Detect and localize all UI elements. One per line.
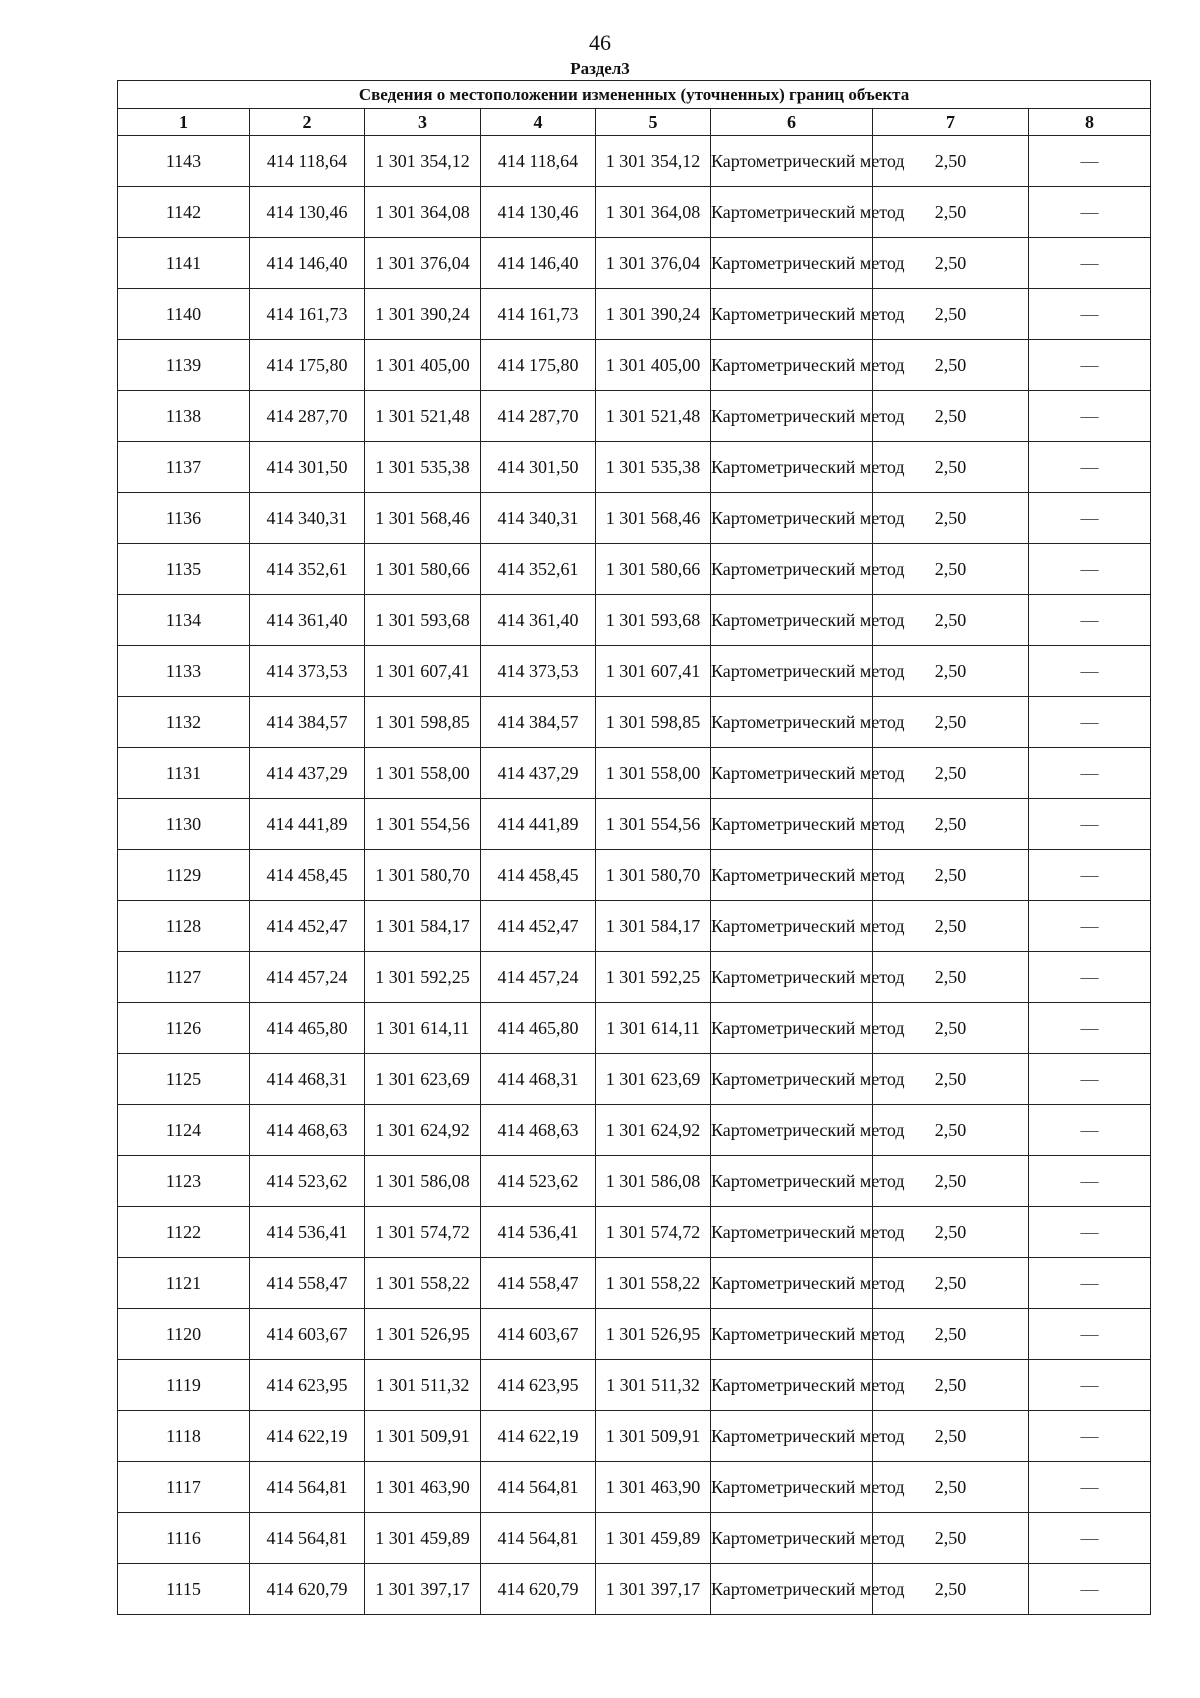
- y-coordinate-cell: 1 301 390,24: [596, 289, 711, 340]
- point-number-cell: 1115: [118, 1564, 250, 1615]
- point-number-cell: 1142: [118, 187, 250, 238]
- x-coordinate-cell: 414 287,70: [481, 391, 596, 442]
- description-cell: —: [1029, 1513, 1151, 1564]
- table-row: [118, 646, 1151, 697]
- y-coordinate-cell: 1 301 558,00: [365, 748, 481, 799]
- x-coordinate-cell: 414 458,45: [250, 850, 365, 901]
- x-coordinate-cell: 414 361,40: [481, 595, 596, 646]
- x-coordinate-cell: 414 340,31: [481, 493, 596, 544]
- point-number-cell: 1136: [118, 493, 250, 544]
- x-coordinate-cell: 414 558,47: [481, 1258, 596, 1309]
- section-title: Раздел3: [570, 59, 630, 78]
- method-cell: Картометрический метод: [711, 646, 873, 697]
- description-cell: —: [1029, 340, 1151, 391]
- x-coordinate-cell: 414 457,24: [481, 952, 596, 1003]
- method-cell: Картометрический метод: [711, 493, 873, 544]
- table-caption-row: [118, 81, 1151, 109]
- description-cell: —: [1029, 850, 1151, 901]
- x-coordinate-cell: 414 175,80: [481, 340, 596, 391]
- y-coordinate-cell: 1 301 405,00: [365, 340, 481, 391]
- point-number-cell: 1129: [118, 850, 250, 901]
- x-coordinate-cell: 414 301,50: [481, 442, 596, 493]
- x-coordinate-cell: 414 623,95: [250, 1360, 365, 1411]
- y-coordinate-cell: 1 301 463,90: [365, 1462, 481, 1513]
- point-number-cell: 1134: [118, 595, 250, 646]
- x-coordinate-cell: 414 441,89: [250, 799, 365, 850]
- accuracy-cell: 2,50: [873, 697, 1029, 748]
- y-coordinate-cell: 1 301 511,32: [596, 1360, 711, 1411]
- table-row: [118, 442, 1151, 493]
- y-coordinate-cell: 1 301 593,68: [596, 595, 711, 646]
- table-row: [118, 1105, 1151, 1156]
- x-coordinate-cell: 414 118,64: [250, 136, 365, 187]
- x-coordinate-cell: 414 146,40: [481, 238, 596, 289]
- y-coordinate-cell: 1 301 354,12: [365, 136, 481, 187]
- column-header: 4: [481, 109, 596, 136]
- x-coordinate-cell: 414 340,31: [250, 493, 365, 544]
- method-cell: Картометрический метод: [711, 748, 873, 799]
- column-header: 3: [365, 109, 481, 136]
- method-cell: Картометрический метод: [711, 187, 873, 238]
- point-number-cell: 1128: [118, 901, 250, 952]
- x-coordinate-cell: 414 457,24: [250, 952, 365, 1003]
- x-coordinate-cell: 414 301,50: [250, 442, 365, 493]
- description-cell: —: [1029, 697, 1151, 748]
- y-coordinate-cell: 1 301 580,70: [596, 850, 711, 901]
- table-row: [118, 595, 1151, 646]
- description-cell: —: [1029, 646, 1151, 697]
- table-row: [118, 1411, 1151, 1462]
- y-coordinate-cell: 1 301 584,17: [365, 901, 481, 952]
- x-coordinate-cell: 414 130,46: [481, 187, 596, 238]
- y-coordinate-cell: 1 301 614,11: [365, 1003, 481, 1054]
- point-number-cell: 1122: [118, 1207, 250, 1258]
- description-cell: —: [1029, 799, 1151, 850]
- y-coordinate-cell: 1 301 397,17: [596, 1564, 711, 1615]
- y-coordinate-cell: 1 301 574,72: [596, 1207, 711, 1258]
- accuracy-cell: 2,50: [873, 340, 1029, 391]
- y-coordinate-cell: 1 301 390,24: [365, 289, 481, 340]
- accuracy-cell: 2,50: [873, 391, 1029, 442]
- x-coordinate-cell: 414 622,19: [250, 1411, 365, 1462]
- y-coordinate-cell: 1 301 554,56: [365, 799, 481, 850]
- column-header: 8: [1029, 109, 1151, 136]
- point-number-cell: 1141: [118, 238, 250, 289]
- method-cell: Картометрический метод: [711, 799, 873, 850]
- x-coordinate-cell: 414 437,29: [250, 748, 365, 799]
- accuracy-cell: 2,50: [873, 850, 1029, 901]
- y-coordinate-cell: 1 301 623,69: [365, 1054, 481, 1105]
- y-coordinate-cell: 1 301 376,04: [365, 238, 481, 289]
- y-coordinate-cell: 1 301 574,72: [365, 1207, 481, 1258]
- method-cell: Картометрический метод: [711, 1054, 873, 1105]
- description-cell: —: [1029, 1462, 1151, 1513]
- x-coordinate-cell: 414 603,67: [250, 1309, 365, 1360]
- y-coordinate-cell: 1 301 592,25: [596, 952, 711, 1003]
- x-coordinate-cell: 414 130,46: [250, 187, 365, 238]
- accuracy-cell: 2,50: [873, 1360, 1029, 1411]
- table-row: [118, 697, 1151, 748]
- y-coordinate-cell: 1 301 592,25: [365, 952, 481, 1003]
- x-coordinate-cell: 414 161,73: [481, 289, 596, 340]
- x-coordinate-cell: 414 622,19: [481, 1411, 596, 1462]
- accuracy-cell: 2,50: [873, 238, 1029, 289]
- table-row: [118, 901, 1151, 952]
- accuracy-cell: 2,50: [873, 1564, 1029, 1615]
- table-row: [118, 238, 1151, 289]
- y-coordinate-cell: 1 301 558,00: [596, 748, 711, 799]
- y-coordinate-cell: 1 301 397,17: [365, 1564, 481, 1615]
- x-coordinate-cell: 414 452,47: [481, 901, 596, 952]
- description-cell: —: [1029, 748, 1151, 799]
- description-cell: —: [1029, 493, 1151, 544]
- y-coordinate-cell: 1 301 459,89: [596, 1513, 711, 1564]
- description-cell: —: [1029, 1564, 1151, 1615]
- y-coordinate-cell: 1 301 580,70: [365, 850, 481, 901]
- table-row: [118, 1564, 1151, 1615]
- accuracy-cell: 2,50: [873, 1105, 1029, 1156]
- table-row: [118, 1156, 1151, 1207]
- point-number-cell: 1140: [118, 289, 250, 340]
- description-cell: —: [1029, 952, 1151, 1003]
- y-coordinate-cell: 1 301 509,91: [365, 1411, 481, 1462]
- y-coordinate-cell: 1 301 586,08: [596, 1156, 711, 1207]
- x-coordinate-cell: 414 564,81: [481, 1462, 596, 1513]
- description-cell: —: [1029, 1207, 1151, 1258]
- y-coordinate-cell: 1 301 526,95: [365, 1309, 481, 1360]
- y-coordinate-cell: 1 301 568,46: [596, 493, 711, 544]
- y-coordinate-cell: 1 301 376,04: [596, 238, 711, 289]
- table-row: [118, 391, 1151, 442]
- x-coordinate-cell: 414 603,67: [481, 1309, 596, 1360]
- y-coordinate-cell: 1 301 623,69: [596, 1054, 711, 1105]
- table-row: [118, 952, 1151, 1003]
- y-coordinate-cell: 1 301 580,66: [596, 544, 711, 595]
- table-row: [118, 748, 1151, 799]
- table-row: [118, 187, 1151, 238]
- x-coordinate-cell: 414 564,81: [250, 1513, 365, 1564]
- column-header: 5: [596, 109, 711, 136]
- table-header-row: [118, 109, 1151, 136]
- y-coordinate-cell: 1 301 624,92: [365, 1105, 481, 1156]
- point-number-cell: 1121: [118, 1258, 250, 1309]
- x-coordinate-cell: 414 441,89: [481, 799, 596, 850]
- description-cell: —: [1029, 136, 1151, 187]
- column-header: 1: [118, 109, 250, 136]
- table-row: [118, 136, 1151, 187]
- description-cell: —: [1029, 1309, 1151, 1360]
- point-number-cell: 1118: [118, 1411, 250, 1462]
- column-header: 6: [711, 109, 873, 136]
- accuracy-cell: 2,50: [873, 748, 1029, 799]
- description-cell: —: [1029, 544, 1151, 595]
- table-body: [118, 136, 1151, 1615]
- x-coordinate-cell: 414 536,41: [481, 1207, 596, 1258]
- point-number-cell: 1125: [118, 1054, 250, 1105]
- table-row: [118, 340, 1151, 391]
- point-number-cell: 1131: [118, 748, 250, 799]
- x-coordinate-cell: 414 564,81: [481, 1513, 596, 1564]
- accuracy-cell: 2,50: [873, 1462, 1029, 1513]
- accuracy-cell: 2,50: [873, 1258, 1029, 1309]
- accuracy-cell: 2,50: [873, 187, 1029, 238]
- accuracy-cell: 2,50: [873, 136, 1029, 187]
- method-cell: Картометрический метод: [711, 391, 873, 442]
- description-cell: —: [1029, 391, 1151, 442]
- point-number-cell: 1135: [118, 544, 250, 595]
- table-row: [118, 1258, 1151, 1309]
- y-coordinate-cell: 1 301 405,00: [596, 340, 711, 391]
- y-coordinate-cell: 1 301 459,89: [365, 1513, 481, 1564]
- x-coordinate-cell: 414 558,47: [250, 1258, 365, 1309]
- y-coordinate-cell: 1 301 584,17: [596, 901, 711, 952]
- method-cell: Картометрический метод: [711, 289, 873, 340]
- accuracy-cell: 2,50: [873, 1513, 1029, 1564]
- method-cell: Картометрический метод: [711, 1564, 873, 1615]
- method-cell: Картометрический метод: [711, 697, 873, 748]
- y-coordinate-cell: 1 301 463,90: [596, 1462, 711, 1513]
- accuracy-cell: 2,50: [873, 952, 1029, 1003]
- description-cell: —: [1029, 1360, 1151, 1411]
- point-number-cell: 1130: [118, 799, 250, 850]
- point-number-cell: 1117: [118, 1462, 250, 1513]
- x-coordinate-cell: 414 161,73: [250, 289, 365, 340]
- point-number-cell: 1119: [118, 1360, 250, 1411]
- x-coordinate-cell: 414 468,63: [481, 1105, 596, 1156]
- point-number-cell: 1138: [118, 391, 250, 442]
- y-coordinate-cell: 1 301 598,85: [365, 697, 481, 748]
- x-coordinate-cell: 414 352,61: [481, 544, 596, 595]
- accuracy-cell: 2,50: [873, 901, 1029, 952]
- y-coordinate-cell: 1 301 535,38: [365, 442, 481, 493]
- table-caption: Сведения о местоположении измененных (уточненных) границ объекта: [118, 81, 1151, 109]
- y-coordinate-cell: 1 301 558,22: [365, 1258, 481, 1309]
- accuracy-cell: 2,50: [873, 1411, 1029, 1462]
- accuracy-cell: 2,50: [873, 595, 1029, 646]
- description-cell: —: [1029, 901, 1151, 952]
- method-cell: Картометрический метод: [711, 595, 873, 646]
- point-number-cell: 1127: [118, 952, 250, 1003]
- x-coordinate-cell: 414 287,70: [250, 391, 365, 442]
- x-coordinate-cell: 414 373,53: [250, 646, 365, 697]
- table-row: [118, 289, 1151, 340]
- method-cell: Картометрический метод: [711, 1003, 873, 1054]
- point-number-cell: 1120: [118, 1309, 250, 1360]
- x-coordinate-cell: 414 458,45: [481, 850, 596, 901]
- point-number-cell: 1126: [118, 1003, 250, 1054]
- x-coordinate-cell: 414 523,62: [481, 1156, 596, 1207]
- accuracy-cell: 2,50: [873, 646, 1029, 697]
- method-cell: Картометрический метод: [711, 238, 873, 289]
- method-cell: Картометрический метод: [711, 901, 873, 952]
- method-cell: Картометрический метод: [711, 850, 873, 901]
- accuracy-cell: 2,50: [873, 799, 1029, 850]
- point-number-cell: 1132: [118, 697, 250, 748]
- y-coordinate-cell: 1 301 607,41: [596, 646, 711, 697]
- description-cell: —: [1029, 442, 1151, 493]
- description-cell: —: [1029, 1411, 1151, 1462]
- method-cell: Картометрический метод: [711, 952, 873, 1003]
- x-coordinate-cell: 414 373,53: [481, 646, 596, 697]
- y-coordinate-cell: 1 301 593,68: [365, 595, 481, 646]
- description-cell: —: [1029, 1156, 1151, 1207]
- y-coordinate-cell: 1 301 586,08: [365, 1156, 481, 1207]
- x-coordinate-cell: 414 623,95: [481, 1360, 596, 1411]
- x-coordinate-cell: 414 620,79: [250, 1564, 365, 1615]
- accuracy-cell: 2,50: [873, 289, 1029, 340]
- method-cell: Картометрический метод: [711, 1156, 873, 1207]
- description-cell: —: [1029, 1258, 1151, 1309]
- x-coordinate-cell: 414 384,57: [481, 697, 596, 748]
- y-coordinate-cell: 1 301 509,91: [596, 1411, 711, 1462]
- accuracy-cell: 2,50: [873, 544, 1029, 595]
- x-coordinate-cell: 414 437,29: [481, 748, 596, 799]
- method-cell: Картометрический метод: [711, 1411, 873, 1462]
- description-cell: —: [1029, 1105, 1151, 1156]
- page-number: 46: [589, 30, 611, 55]
- accuracy-cell: 2,50: [873, 1054, 1029, 1105]
- y-coordinate-cell: 1 301 526,95: [596, 1309, 711, 1360]
- y-coordinate-cell: 1 301 521,48: [596, 391, 711, 442]
- y-coordinate-cell: 1 301 580,66: [365, 544, 481, 595]
- y-coordinate-cell: 1 301 558,22: [596, 1258, 711, 1309]
- x-coordinate-cell: 414 384,57: [250, 697, 365, 748]
- table-row: [118, 1360, 1151, 1411]
- point-number-cell: 1143: [118, 136, 250, 187]
- x-coordinate-cell: 414 452,47: [250, 901, 365, 952]
- method-cell: Картометрический метод: [711, 1207, 873, 1258]
- y-coordinate-cell: 1 301 364,08: [365, 187, 481, 238]
- point-number-cell: 1123: [118, 1156, 250, 1207]
- table-row: [118, 493, 1151, 544]
- table-row: [118, 1054, 1151, 1105]
- y-coordinate-cell: 1 301 354,12: [596, 136, 711, 187]
- description-cell: —: [1029, 289, 1151, 340]
- x-coordinate-cell: 414 536,41: [250, 1207, 365, 1258]
- y-coordinate-cell: 1 301 521,48: [365, 391, 481, 442]
- x-coordinate-cell: 414 118,64: [481, 136, 596, 187]
- table-row: [118, 1462, 1151, 1513]
- point-number-cell: 1139: [118, 340, 250, 391]
- accuracy-cell: 2,50: [873, 1156, 1029, 1207]
- point-number-cell: 1116: [118, 1513, 250, 1564]
- y-coordinate-cell: 1 301 511,32: [365, 1360, 481, 1411]
- accuracy-cell: 2,50: [873, 1309, 1029, 1360]
- column-header: 7: [873, 109, 1029, 136]
- x-coordinate-cell: 414 175,80: [250, 340, 365, 391]
- table-row: [118, 1207, 1151, 1258]
- method-cell: Картометрический метод: [711, 1105, 873, 1156]
- table-row: [118, 799, 1151, 850]
- x-coordinate-cell: 414 468,63: [250, 1105, 365, 1156]
- x-coordinate-cell: 414 465,80: [250, 1003, 365, 1054]
- accuracy-cell: 2,50: [873, 493, 1029, 544]
- method-cell: Картометрический метод: [711, 1360, 873, 1411]
- method-cell: Картометрический метод: [711, 1258, 873, 1309]
- method-cell: Картометрический метод: [711, 340, 873, 391]
- description-cell: —: [1029, 1054, 1151, 1105]
- accuracy-cell: 2,50: [873, 442, 1029, 493]
- column-header: 2: [250, 109, 365, 136]
- point-number-cell: 1133: [118, 646, 250, 697]
- point-number-cell: 1124: [118, 1105, 250, 1156]
- table-row: [118, 1309, 1151, 1360]
- accuracy-cell: 2,50: [873, 1003, 1029, 1054]
- x-coordinate-cell: 414 361,40: [250, 595, 365, 646]
- y-coordinate-cell: 1 301 364,08: [596, 187, 711, 238]
- coordinates-table: [117, 80, 1151, 1615]
- y-coordinate-cell: 1 301 568,46: [365, 493, 481, 544]
- y-coordinate-cell: 1 301 614,11: [596, 1003, 711, 1054]
- table-row: [118, 1513, 1151, 1564]
- x-coordinate-cell: 414 620,79: [481, 1564, 596, 1615]
- table-row: [118, 1003, 1151, 1054]
- method-cell: Картометрический метод: [711, 1513, 873, 1564]
- x-coordinate-cell: 414 465,80: [481, 1003, 596, 1054]
- method-cell: Картометрический метод: [711, 1462, 873, 1513]
- x-coordinate-cell: 414 352,61: [250, 544, 365, 595]
- description-cell: —: [1029, 595, 1151, 646]
- table-row: [118, 544, 1151, 595]
- y-coordinate-cell: 1 301 607,41: [365, 646, 481, 697]
- y-coordinate-cell: 1 301 624,92: [596, 1105, 711, 1156]
- x-coordinate-cell: 414 146,40: [250, 238, 365, 289]
- method-cell: Картометрический метод: [711, 442, 873, 493]
- method-cell: Картометрический метод: [711, 544, 873, 595]
- table-row: [118, 850, 1151, 901]
- y-coordinate-cell: 1 301 535,38: [596, 442, 711, 493]
- description-cell: —: [1029, 238, 1151, 289]
- x-coordinate-cell: 414 564,81: [250, 1462, 365, 1513]
- point-number-cell: 1137: [118, 442, 250, 493]
- method-cell: Картометрический метод: [711, 136, 873, 187]
- x-coordinate-cell: 414 468,31: [481, 1054, 596, 1105]
- method-cell: Картометрический метод: [711, 1309, 873, 1360]
- description-cell: —: [1029, 1003, 1151, 1054]
- accuracy-cell: 2,50: [873, 1207, 1029, 1258]
- x-coordinate-cell: 414 468,31: [250, 1054, 365, 1105]
- x-coordinate-cell: 414 523,62: [250, 1156, 365, 1207]
- y-coordinate-cell: 1 301 554,56: [596, 799, 711, 850]
- description-cell: —: [1029, 187, 1151, 238]
- y-coordinate-cell: 1 301 598,85: [596, 697, 711, 748]
